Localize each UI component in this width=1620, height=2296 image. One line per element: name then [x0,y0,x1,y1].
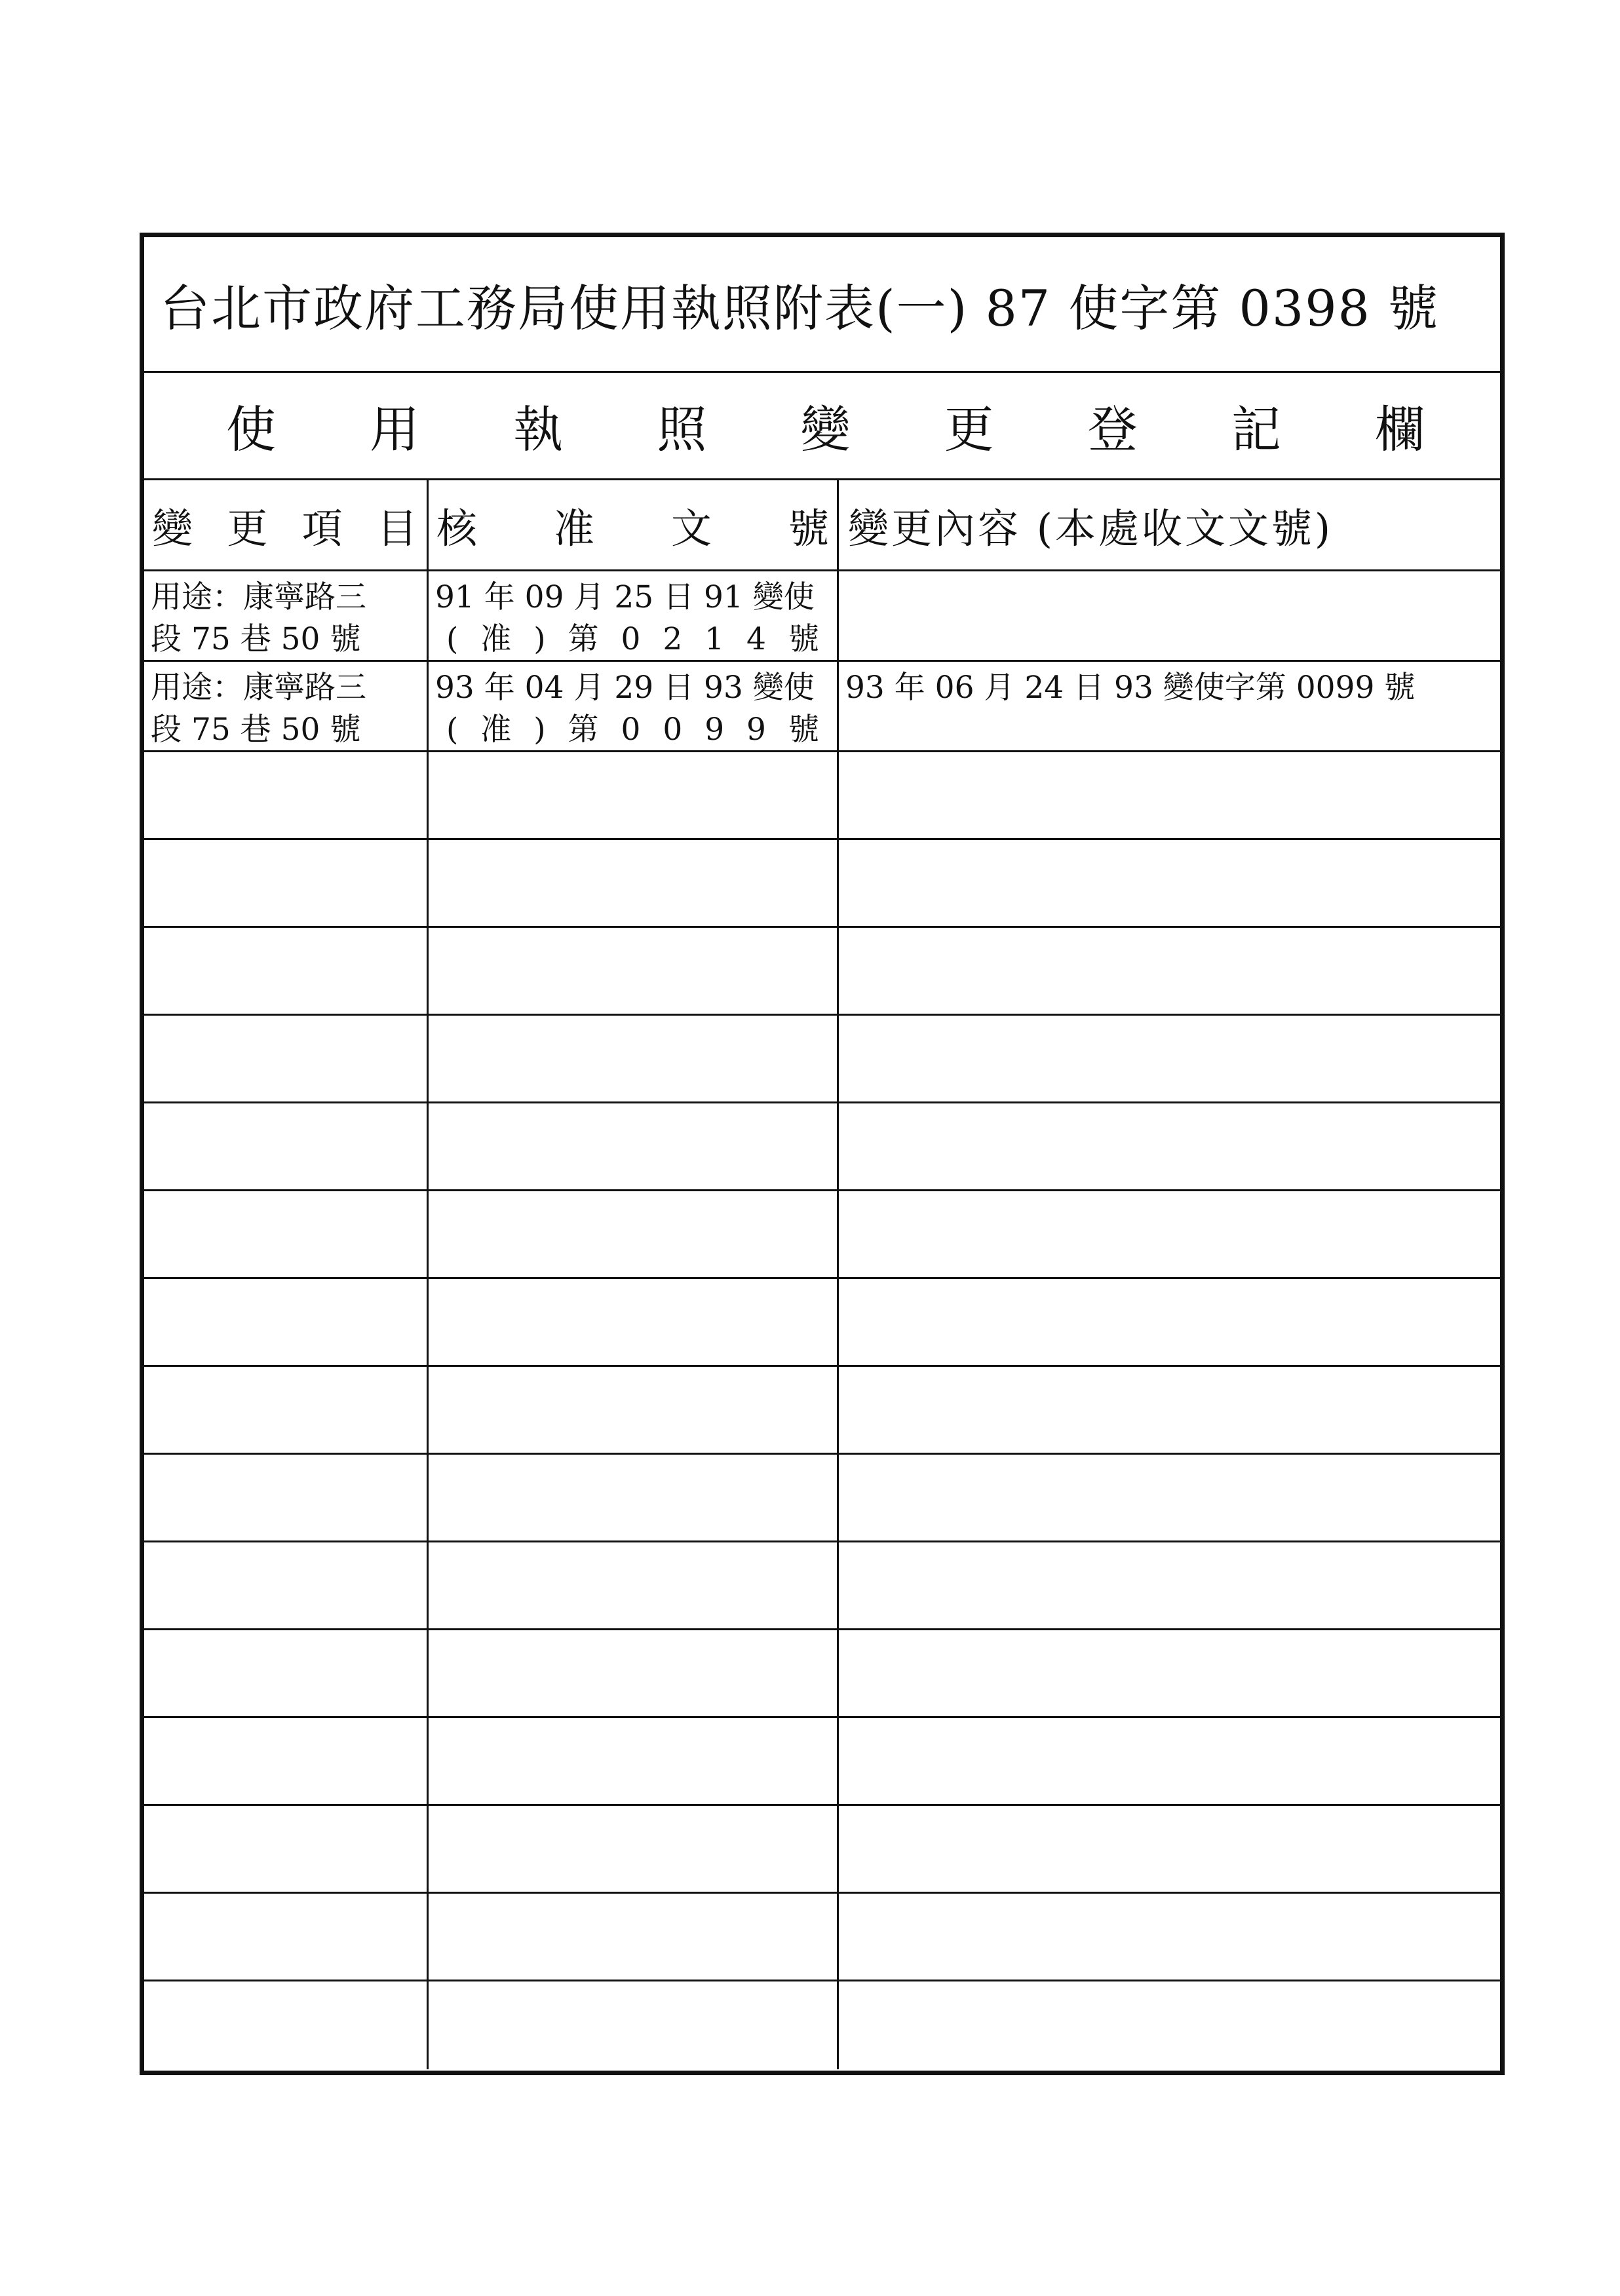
cell-approval-ref-char: 0 [663,712,683,748]
cell-change-content [839,928,1500,1014]
cell-change-item [144,1191,429,1277]
section-heading-row [144,373,1500,480]
table-row-empty [144,1367,1500,1455]
cell-change-item [144,1806,429,1892]
table-row-empty [144,1103,1500,1191]
cell-change-content [839,840,1500,926]
cell-approval-ref [429,1191,839,1277]
cell-approval-ref-char: 第 [568,621,599,657]
table-row-empty [144,1981,1500,2069]
cell-change-item [144,1367,429,1453]
cell-change-content [839,1191,1500,1277]
header-change-item-char: 目 [376,504,417,552]
cell-change-item-line: 用途：康寧路三 [151,579,366,615]
cell-approval-ref-char: 9 [746,712,766,748]
table-row-empty [144,1806,1500,1894]
cell-approval-ref-char: ) [533,712,546,748]
section-heading-char: 執 [513,400,564,459]
cell-change-item [144,1718,429,1804]
cell-approval-ref-char: ( [446,712,459,748]
table-row-empty [144,752,1500,840]
table-row-empty [144,840,1500,928]
cell-approval-ref-char: 號 [788,712,819,748]
cell-approval-ref [429,571,839,660]
section-heading-char: 欄 [1375,400,1425,459]
cell-approval-ref [429,928,839,1014]
cell-approval-ref [429,1542,839,1628]
cell-approval-ref-char: ( [446,621,459,657]
cell-change-item-line: 用途：康寧路三 [151,670,366,706]
cell-approval-ref [429,1455,839,1540]
cell-approval-ref-line [435,709,830,751]
section-heading-char: 更 [944,400,994,459]
table-row [144,662,1500,752]
cell-approval-ref-line: 93 年 04 月 29 日 93 變使 [435,670,815,706]
cell-change-content [839,1279,1500,1365]
cell-change-content [839,1016,1500,1101]
table-row-empty [144,1894,1500,1981]
cell-approval-ref [429,752,839,838]
cell-change-content [839,1367,1500,1453]
cell-change-content [839,1981,1500,2069]
table-row-empty [144,1279,1500,1367]
header-change-item-char: 更 [227,504,268,552]
cell-change-content [839,1455,1500,1540]
cell-approval-ref [429,840,839,926]
cell-change-content [839,752,1500,838]
table-row-empty [144,1630,1500,1718]
table-row-empty [144,1455,1500,1542]
header-change-item-char: 變 [152,504,193,552]
cell-approval-ref-char: 0 [621,712,641,748]
header-approval-ref [429,480,839,569]
cell-approval-ref-char: 第 [568,712,599,748]
header-change-content [839,480,1500,569]
header-approval-ref-char: 文 [670,504,712,552]
cell-change-item [144,1016,429,1101]
table-row-empty [144,1191,1500,1279]
cell-approval-ref-char: ) [533,621,546,657]
form-title: 台北市政府工務局使用執照附表(一) 87 使字第 0398 號 [160,278,1440,337]
cell-approval-ref-char: 1 [704,621,725,657]
cell-change-content [839,1630,1500,1716]
cell-change-item [144,1981,429,2069]
cell-approval-ref-char: 4 [746,621,766,657]
cell-change-content [839,1806,1500,1892]
section-heading-char: 記 [1231,400,1281,459]
section-heading-char: 使 [226,400,276,459]
cell-approval-ref [429,1806,839,1892]
cell-approval-ref [429,1103,839,1189]
section-heading-char: 變 [800,400,851,459]
table-row-empty [144,928,1500,1016]
cell-change-item-line: 段 75 巷 50 號 [151,621,361,657]
cell-change-item [144,571,429,660]
table-header-row [144,480,1500,571]
cell-change-content [839,1542,1500,1628]
cell-approval-ref [429,1279,839,1365]
table-row [144,571,1500,662]
cell-change-item [144,928,429,1014]
header-approval-ref-char: 核 [436,504,478,552]
header-change-item-char: 項 [301,504,343,552]
header-change-content-label: 變更內容 (本處收文文號) [848,504,1334,552]
cell-change-item [144,1103,429,1189]
cell-approval-ref-line [435,619,830,660]
header-change-item [144,480,429,569]
cell-change-content [839,571,1500,660]
section-heading-char: 用 [370,400,420,459]
table-row-empty [144,1718,1500,1806]
section-heading-char: 登 [1087,400,1138,459]
cell-approval-ref [429,1718,839,1804]
cell-approval-ref-char: 准 [480,712,512,748]
cell-change-item [144,1894,429,1980]
cell-change-item [144,1455,429,1540]
header-approval-ref-char: 准 [553,504,594,552]
cell-change-content [839,1103,1500,1189]
table-row-empty [144,1016,1500,1103]
cell-approval-ref-char: 2 [663,621,683,657]
use-permit-change-form [140,233,1505,2075]
cell-approval-ref [429,1367,839,1453]
cell-change-item [144,1279,429,1365]
header-approval-ref-char: 號 [788,504,829,552]
section-heading-char: 照 [657,400,707,459]
cell-change-content [839,1718,1500,1804]
cell-change-item [144,1630,429,1716]
cell-approval-ref-char: 9 [704,712,725,748]
cell-change-item-line: 段 75 巷 50 號 [151,712,361,748]
cell-change-content: 93 年 06 月 24 日 93 變使字第 0099 號 [845,670,1416,706]
cell-approval-ref-char: 0 [621,621,641,657]
cell-change-item [144,752,429,838]
cell-approval-ref [429,1981,839,2069]
cell-approval-ref-line: 91 年 09 月 25 日 91 變使 [435,579,815,615]
cell-approval-ref [429,1630,839,1716]
form-title-row [144,237,1500,373]
cell-approval-ref [429,662,839,750]
cell-change-content [839,1894,1500,1980]
cell-change-item [144,1542,429,1628]
table-row-empty [144,1542,1500,1630]
cell-approval-ref [429,1016,839,1101]
cell-approval-ref-char: 號 [788,621,819,657]
cell-approval-ref-char: 准 [480,621,512,657]
cell-approval-ref [429,1894,839,1980]
cell-change-item [144,662,429,750]
cell-change-item [144,840,429,926]
